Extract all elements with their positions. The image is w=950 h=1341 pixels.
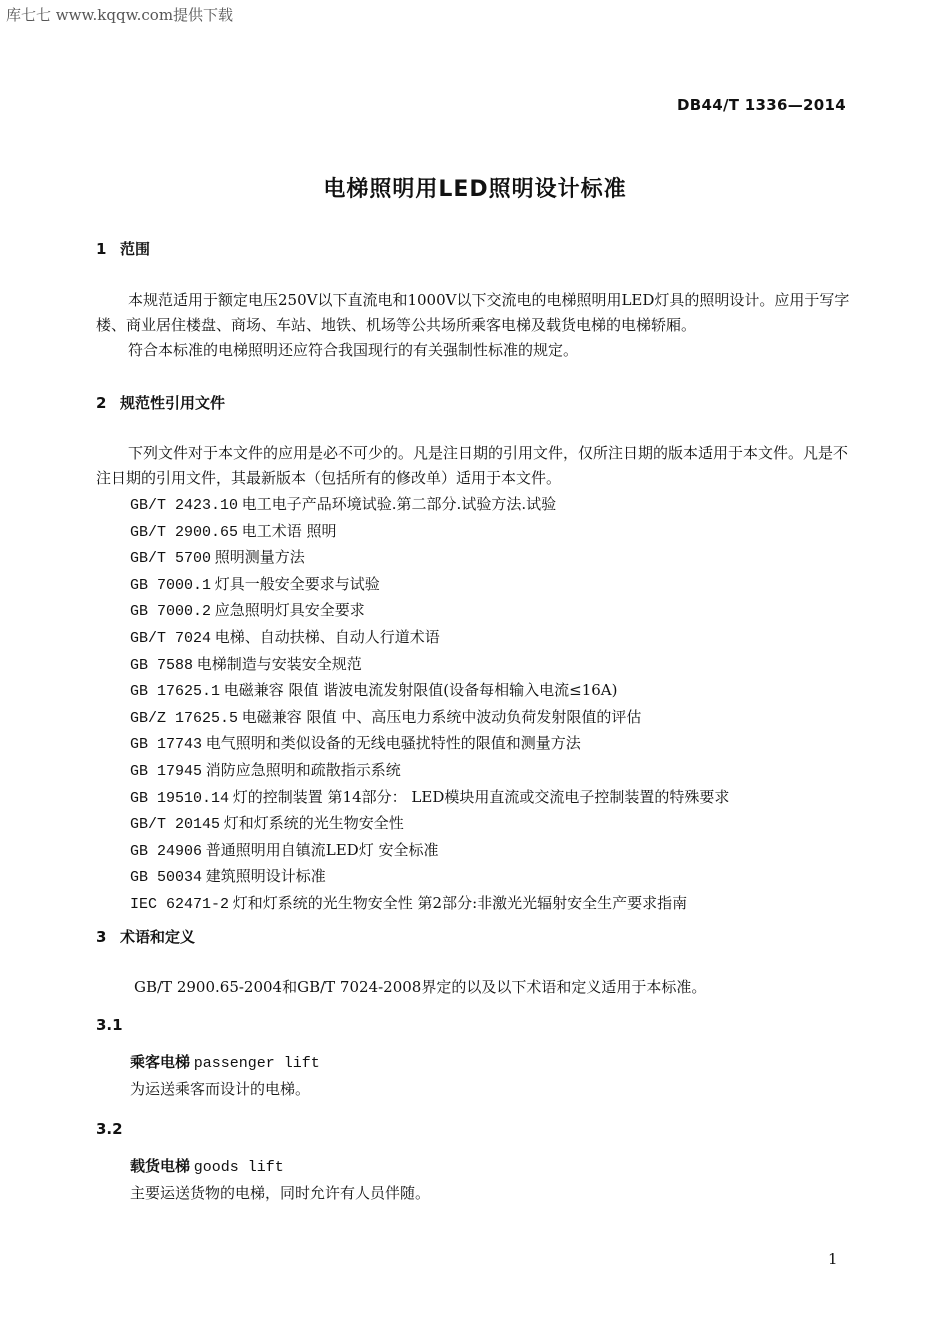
term-english: goods lift	[193, 1159, 284, 1176]
reference-item	[130, 731, 729, 758]
section-1-paragraph: 符合本标准的电梯照明还应符合我国现行的有关强制性标准的规定。	[128, 341, 579, 359]
reference-code: GB/T 7024	[130, 629, 212, 647]
reference-title: 电工电子产品环境试验.第二部分.试验方法.试验	[241, 495, 557, 513]
term-heading	[130, 1050, 320, 1076]
section-number: 1	[96, 240, 107, 258]
reference-title: 灯和灯系统的光生物安全性 第2部分:非激光光辐射安全生产要求指南	[232, 893, 688, 912]
section-number: 2	[96, 394, 107, 412]
reference-code: GB 24906	[130, 842, 203, 860]
section-2-heading	[96, 392, 225, 413]
term-number: 3.2	[96, 1120, 123, 1138]
reference-item	[130, 838, 729, 865]
reference-item	[130, 572, 729, 599]
reference-item	[130, 545, 729, 572]
reference-code: GB/T 2423.10	[130, 497, 239, 514]
reference-title: 电工术语 照明	[241, 521, 337, 540]
reference-item	[130, 758, 729, 785]
reference-title: 应急照明灯具安全要求	[214, 601, 365, 620]
reference-item	[130, 811, 729, 838]
section-title: 术语和定义	[120, 928, 196, 946]
term-definition: 主要运送货物的电梯，同时允许有人员伴随。	[130, 1184, 431, 1202]
reference-item	[130, 891, 729, 918]
section-3-intro: GB/T 2900.65-2004和GB/T 7024-2008界定的以及以下术语和定义适用于本标准。	[134, 978, 707, 996]
section-title: 范围	[120, 240, 151, 258]
reference-title: 消防应急照明和疏散指示系统	[205, 760, 401, 779]
reference-title: 灯的控制装置 第14部分： LED模块用直流或交流电子控制装置的特殊要求	[232, 787, 730, 806]
term-english: passenger lift	[193, 1055, 320, 1072]
reference-title: 照明测量方法	[214, 548, 305, 567]
reference-item	[130, 678, 729, 705]
reference-code: GB 50034	[130, 869, 203, 887]
term-chinese: 载货电梯	[130, 1157, 191, 1175]
reference-item	[130, 519, 729, 546]
reference-item	[130, 598, 729, 625]
reference-title: 电气照明和类似设备的无线电骚扰特性的限值和测量方法	[205, 734, 581, 753]
reference-item	[130, 705, 729, 732]
reference-code: GB/T 2900.65	[130, 523, 239, 541]
reference-item	[130, 492, 729, 519]
reference-code: GB 17625.1	[130, 683, 221, 701]
reference-code: GB 7000.2	[130, 603, 212, 621]
reference-item	[130, 652, 729, 679]
term-chinese: 乘客电梯	[130, 1053, 191, 1071]
section-1-heading	[96, 238, 150, 259]
reference-title: 灯和灯系统的光生物安全性	[223, 814, 404, 833]
section-1-paragraph: 本规范适用于额定电压250V以下直流电和1000V以下交流电的电梯照明用LED灯具的照明设计。应用于写字楼、商业居住楼盘、商场、车站、地铁、机场等公共场所乘客电梯及载货电梯的电梯轿厢。	[96, 291, 850, 334]
reference-code: GB 17743	[130, 736, 203, 754]
reference-code: GB 7000.1	[130, 576, 212, 594]
reference-code: IEC 62471-2	[130, 895, 230, 913]
reference-title: 电梯、自动扶梯、自动人行道术语	[214, 627, 440, 646]
reference-code: GB/Z 17625.5	[130, 709, 239, 727]
reference-list	[130, 492, 729, 918]
term-definition: 为运送乘客而设计的电梯。	[130, 1080, 311, 1098]
section-number: 3	[96, 928, 107, 946]
reference-title: 灯具一般安全要求与试验	[214, 574, 380, 593]
watermark: 库七七 www.kqqw.com提供下载	[6, 6, 234, 24]
term-heading	[130, 1154, 284, 1180]
reference-title: 电磁兼容 限值 谐波电流发射限值(设备每相输入电流≤16A)	[223, 681, 618, 700]
reference-title: 电梯制造与安装安全规范	[196, 654, 362, 673]
document-title: 电梯照明用LED照明设计标准	[323, 177, 627, 202]
reference-item	[130, 864, 729, 891]
section-title: 规范性引用文件	[120, 394, 226, 412]
section-2-intro: 下列文件对于本文件的应用是必不可少的。凡是注日期的引用文件，仅所注日期的版本适用于本文件。凡是不注日期的引用文件，其最新版本（包括所有的修改单）适用于本文件。	[96, 444, 849, 487]
document-number: DB44/T 1336—2014	[677, 96, 846, 114]
reference-code: GB/T 20145	[130, 816, 221, 834]
term-number: 3.1	[96, 1016, 123, 1034]
reference-title: 普通照明用自镇流LED灯 安全标准	[205, 840, 439, 859]
page-number: 1	[828, 1250, 838, 1268]
reference-code: GB 7588	[130, 656, 194, 674]
reference-item	[130, 625, 729, 652]
section-3-heading	[96, 926, 195, 947]
reference-title: 电磁兼容 限值 中、高压电力系统中波动负荷发射限值的评估	[241, 707, 642, 726]
reference-item	[130, 785, 729, 812]
reference-title: 建筑照明设计标准	[205, 867, 326, 886]
reference-code: GB/T 5700	[130, 550, 212, 568]
reference-code: GB 19510.14	[130, 789, 230, 807]
reference-code: GB 17945	[130, 762, 203, 780]
